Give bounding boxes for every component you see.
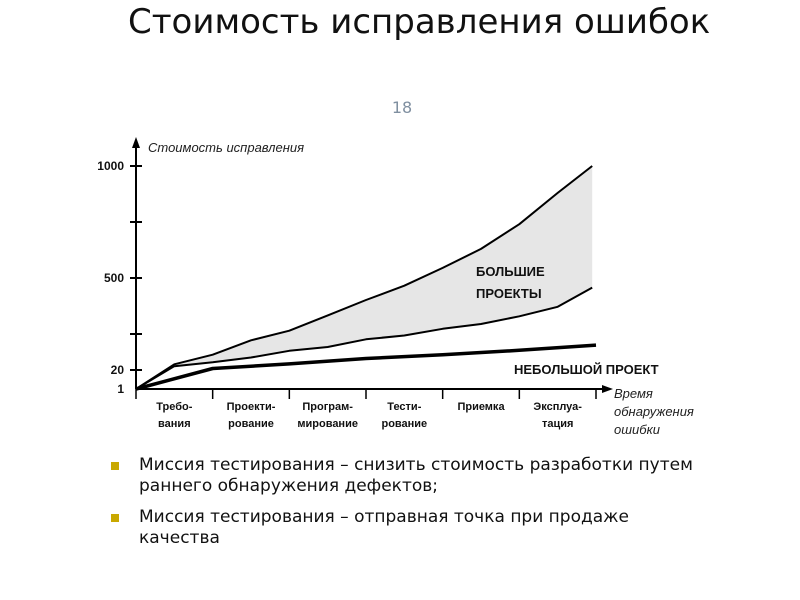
bullet-list (105, 455, 705, 559)
y-tick-label: 1000 (97, 159, 124, 173)
y-axis-title: Стоимость исправления (148, 140, 305, 155)
phase-label: вания (158, 418, 191, 430)
phase-label: Эксплуа- (533, 401, 582, 413)
large-projects-label: ПРОЕКТЫ (476, 286, 542, 301)
phase-label: тация (541, 418, 574, 430)
y-tick-label: 1 (117, 382, 124, 396)
phase-label: Проекти- (226, 401, 276, 413)
y-axis-arrow (132, 137, 140, 148)
bullet-text: Миссия тестирования – отправная точка при продаже качества (139, 507, 629, 548)
bullet-item (105, 455, 705, 497)
phase-label: Приемка (457, 401, 505, 413)
x-axis-title: Время (614, 386, 653, 401)
phase-label: Тести- (387, 401, 422, 413)
phase-label: мирование (297, 418, 358, 430)
large-projects-label: БОЛЬШИЕ (476, 264, 545, 279)
x-axis-title: обнаружения (614, 404, 694, 419)
y-tick-label: 20 (110, 363, 124, 377)
bullet-item (105, 507, 705, 549)
slide-title: Стоимость исправления ошибок (128, 2, 711, 42)
page-number: 18 (391, 98, 413, 117)
y-tick-label: 500 (103, 271, 124, 285)
phase-label: рование (228, 418, 274, 430)
x-axis-arrow (602, 385, 613, 393)
x-axis-title: ошибки (614, 422, 660, 437)
phase-label: Требо- (156, 401, 193, 413)
bullet-text: Миссия тестирования – снизить стоимость разработки путем раннего обнаружения дефектов; (139, 455, 693, 496)
bullet-square-icon (111, 514, 119, 522)
phase-label: рование (381, 418, 428, 430)
bullet-square-icon (111, 462, 119, 470)
phase-label: Програм- (302, 401, 353, 413)
small-project-label: НЕБОЛЬШОЙ ПРОЕКТ (514, 362, 659, 377)
